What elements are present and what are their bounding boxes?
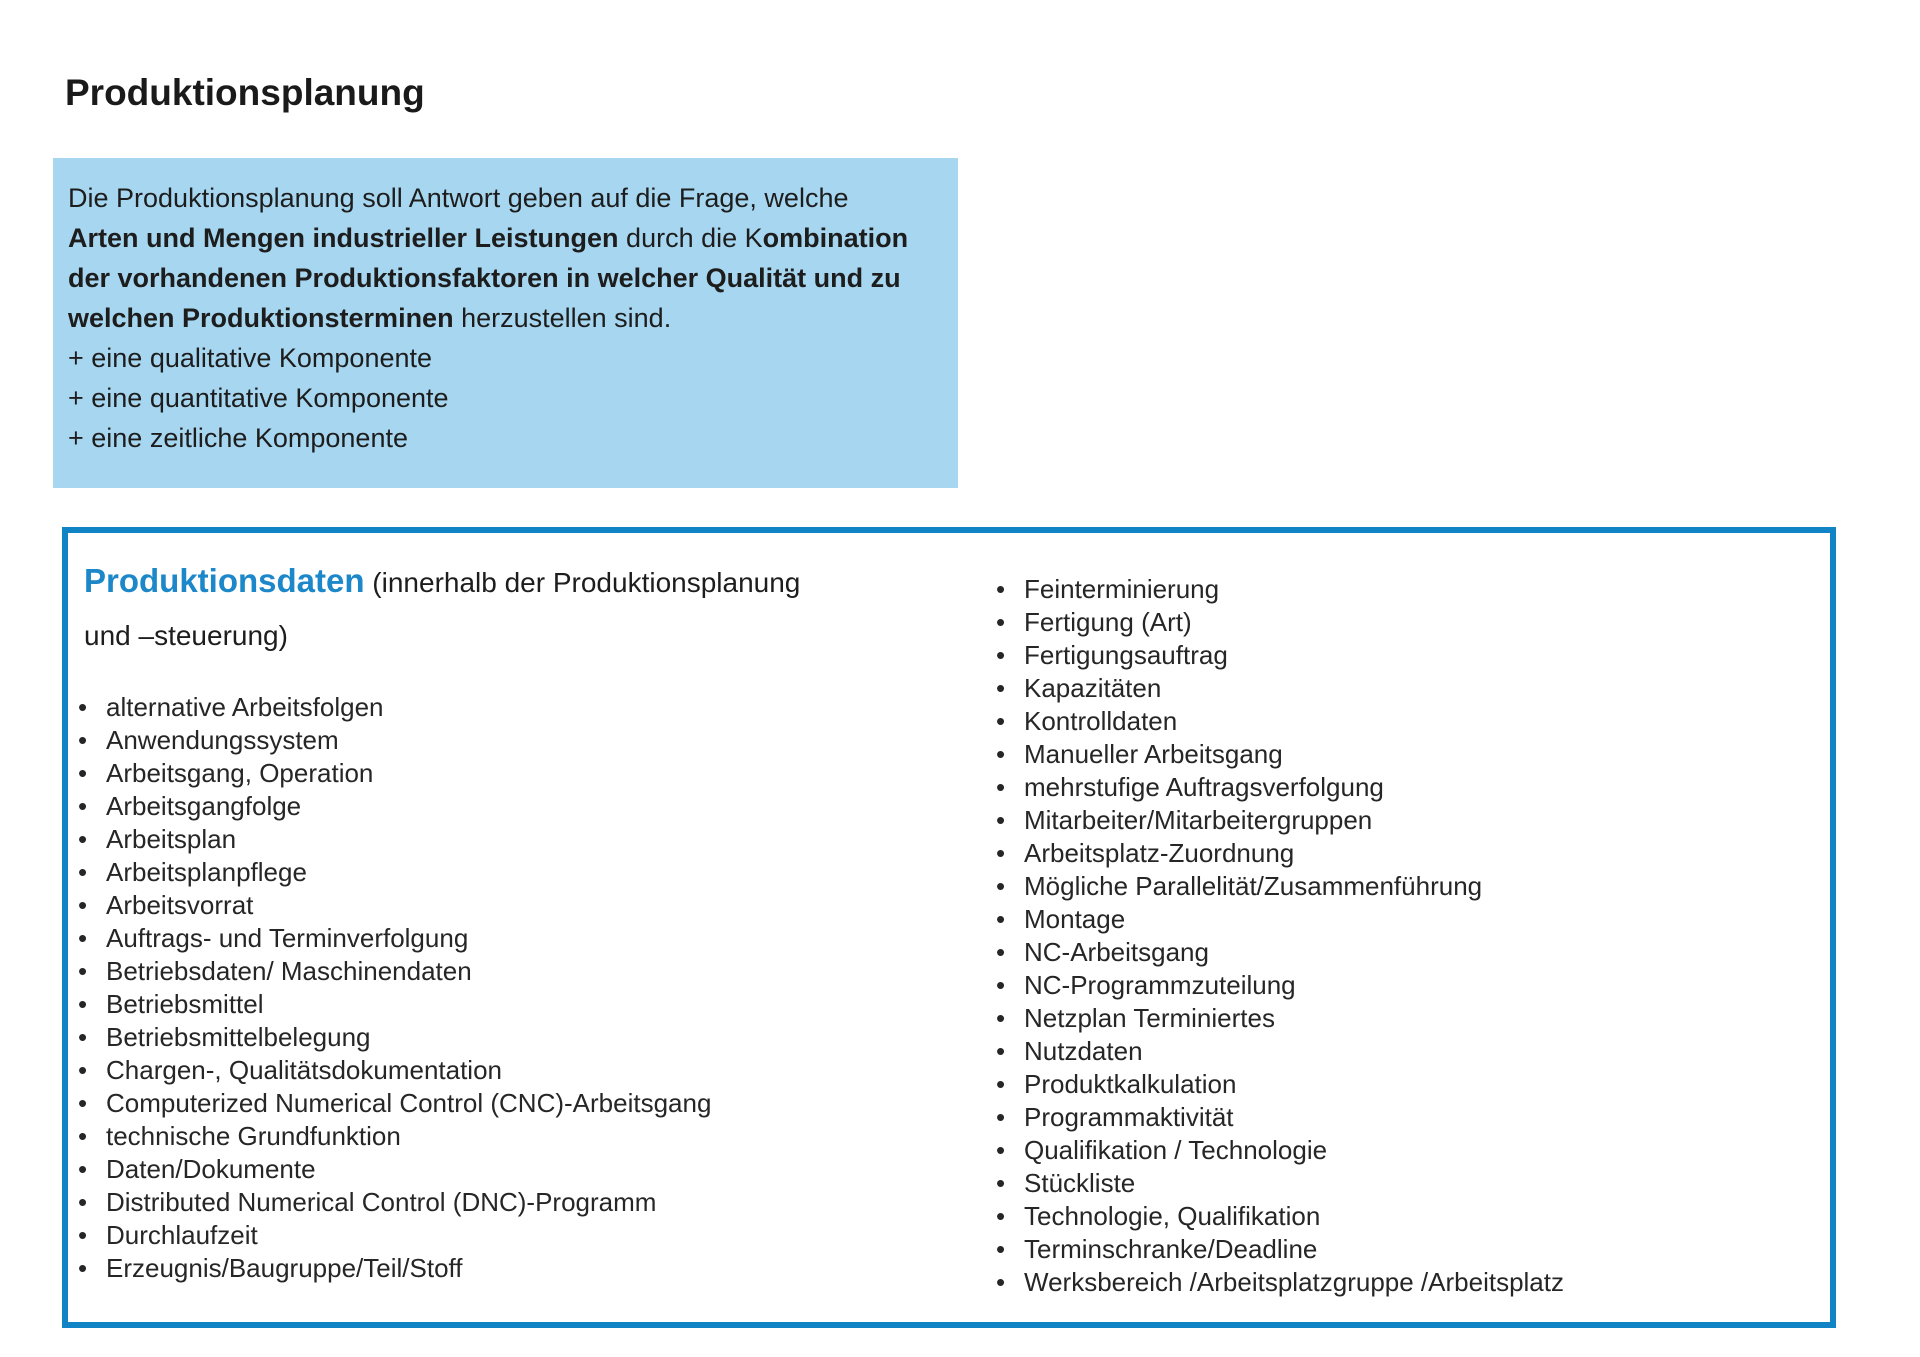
list-item: • Technologie, Qualifikation bbox=[990, 1200, 1564, 1233]
list-item: • Auftrags- und Terminverfolgung bbox=[72, 922, 711, 955]
list-item: • Werksbereich /Arbeitsplatzgruppe /Arbeitsplatz bbox=[990, 1266, 1564, 1299]
box-heading bbox=[84, 557, 800, 660]
produktionsdaten-box bbox=[62, 527, 1836, 1328]
intro-text bbox=[68, 178, 948, 458]
list-item: • Arbeitsgangfolge bbox=[72, 790, 711, 823]
list-item: • Betriebsmittel bbox=[72, 988, 711, 1021]
list-item: • Erzeugnis/Baugruppe/Teil/Stoff bbox=[72, 1252, 711, 1285]
intro-text-segment: durch die K bbox=[618, 223, 763, 253]
list-item: • Produktkalkulation bbox=[990, 1068, 1564, 1101]
list-item: • Terminschranke/Deadline bbox=[990, 1233, 1564, 1266]
list-item: • Netzplan Terminiertes bbox=[990, 1002, 1564, 1035]
list-item: • Mitarbeiter/Mitarbeitergruppen bbox=[990, 804, 1564, 837]
list-item: • Qualifikation / Technologie bbox=[990, 1134, 1564, 1167]
intro-line bbox=[68, 298, 948, 338]
intro-line bbox=[68, 218, 948, 258]
list-item: • Feinterminierung bbox=[990, 573, 1564, 606]
box-subtitle: (innerhalb der Produktionsplanung bbox=[364, 567, 801, 598]
intro-box bbox=[53, 158, 958, 488]
list-item: • NC-Programmzuteilung bbox=[990, 969, 1564, 1002]
list-item: • technische Grundfunktion bbox=[72, 1120, 711, 1153]
intro-text-segment: welchen Produktionsterminen bbox=[68, 303, 454, 333]
intro-line bbox=[68, 338, 948, 378]
list-item: • alternative Arbeitsfolgen bbox=[72, 691, 711, 724]
intro-line bbox=[68, 378, 948, 418]
list-item: • Betriebsdaten/ Maschinendaten bbox=[72, 955, 711, 988]
list-item: • Arbeitsplan bbox=[72, 823, 711, 856]
list-item: • Programmaktivität bbox=[990, 1101, 1564, 1134]
box-heading-line1 bbox=[84, 557, 800, 612]
list-item: • Anwendungssystem bbox=[72, 724, 711, 757]
intro-line bbox=[68, 258, 948, 298]
intro-text-segment: + eine zeitliche Komponente bbox=[68, 423, 408, 453]
left-column-list bbox=[72, 691, 711, 1285]
intro-text-segment: + eine qualitative Komponente bbox=[68, 343, 433, 373]
intro-text-segment: der vorhandenen Produktionsfaktoren in welcher Qualität und zu bbox=[68, 263, 901, 293]
list-item: • Manueller Arbeitsgang bbox=[990, 738, 1564, 771]
box-title: Produktionsdaten bbox=[84, 562, 365, 599]
list-item: • Kontrolldaten bbox=[990, 705, 1564, 738]
list-item: • Daten/Dokumente bbox=[72, 1153, 711, 1186]
list-item: • Distributed Numerical Control (DNC)-Programm bbox=[72, 1186, 711, 1219]
list-item: • Arbeitsplatz-Zuordnung bbox=[990, 837, 1564, 870]
list-item: • mehrstufige Auftragsverfolgung bbox=[990, 771, 1564, 804]
list-item: • Durchlaufzeit bbox=[72, 1219, 711, 1252]
intro-text-segment: ombination bbox=[762, 223, 909, 253]
list-item: • Betriebsmittelbelegung bbox=[72, 1021, 711, 1054]
list-item: • Fertigungsauftrag bbox=[990, 639, 1564, 672]
box-subtitle-line2: und –steuerung) bbox=[84, 620, 288, 651]
list-item: • NC-Arbeitsgang bbox=[990, 936, 1564, 969]
list-item: • Chargen-, Qualitätsdokumentation bbox=[72, 1054, 711, 1087]
intro-text-segment: Die Produktionsplanung soll Antwort geben auf die Frage, welche bbox=[68, 183, 849, 213]
list-item: • Arbeitsplanpflege bbox=[72, 856, 711, 889]
list-item: • Arbeitsgang, Operation bbox=[72, 757, 711, 790]
list-item: • Nutzdaten bbox=[990, 1035, 1564, 1068]
intro-line bbox=[68, 178, 948, 218]
page-title: Produktionsplanung bbox=[65, 72, 425, 113]
list-item: • Stückliste bbox=[990, 1167, 1564, 1200]
list-item: • Kapazitäten bbox=[990, 672, 1564, 705]
right-column-list bbox=[990, 573, 1564, 1299]
list-item: • Fertigung (Art) bbox=[990, 606, 1564, 639]
list-item: • Montage bbox=[990, 903, 1564, 936]
intro-text-segment: + eine quantitative Komponente bbox=[68, 383, 449, 413]
intro-line bbox=[68, 418, 948, 458]
list-item: • Mögliche Parallelität/Zusammenführung bbox=[990, 870, 1564, 903]
intro-text-segment: Arten und Mengen industrieller Leistungen bbox=[68, 223, 619, 253]
list-item: • Arbeitsvorrat bbox=[72, 889, 711, 922]
list-item: • Computerized Numerical Control (CNC)-Arbeitsgang bbox=[72, 1087, 711, 1120]
intro-text-segment: herzustellen sind. bbox=[453, 303, 672, 333]
